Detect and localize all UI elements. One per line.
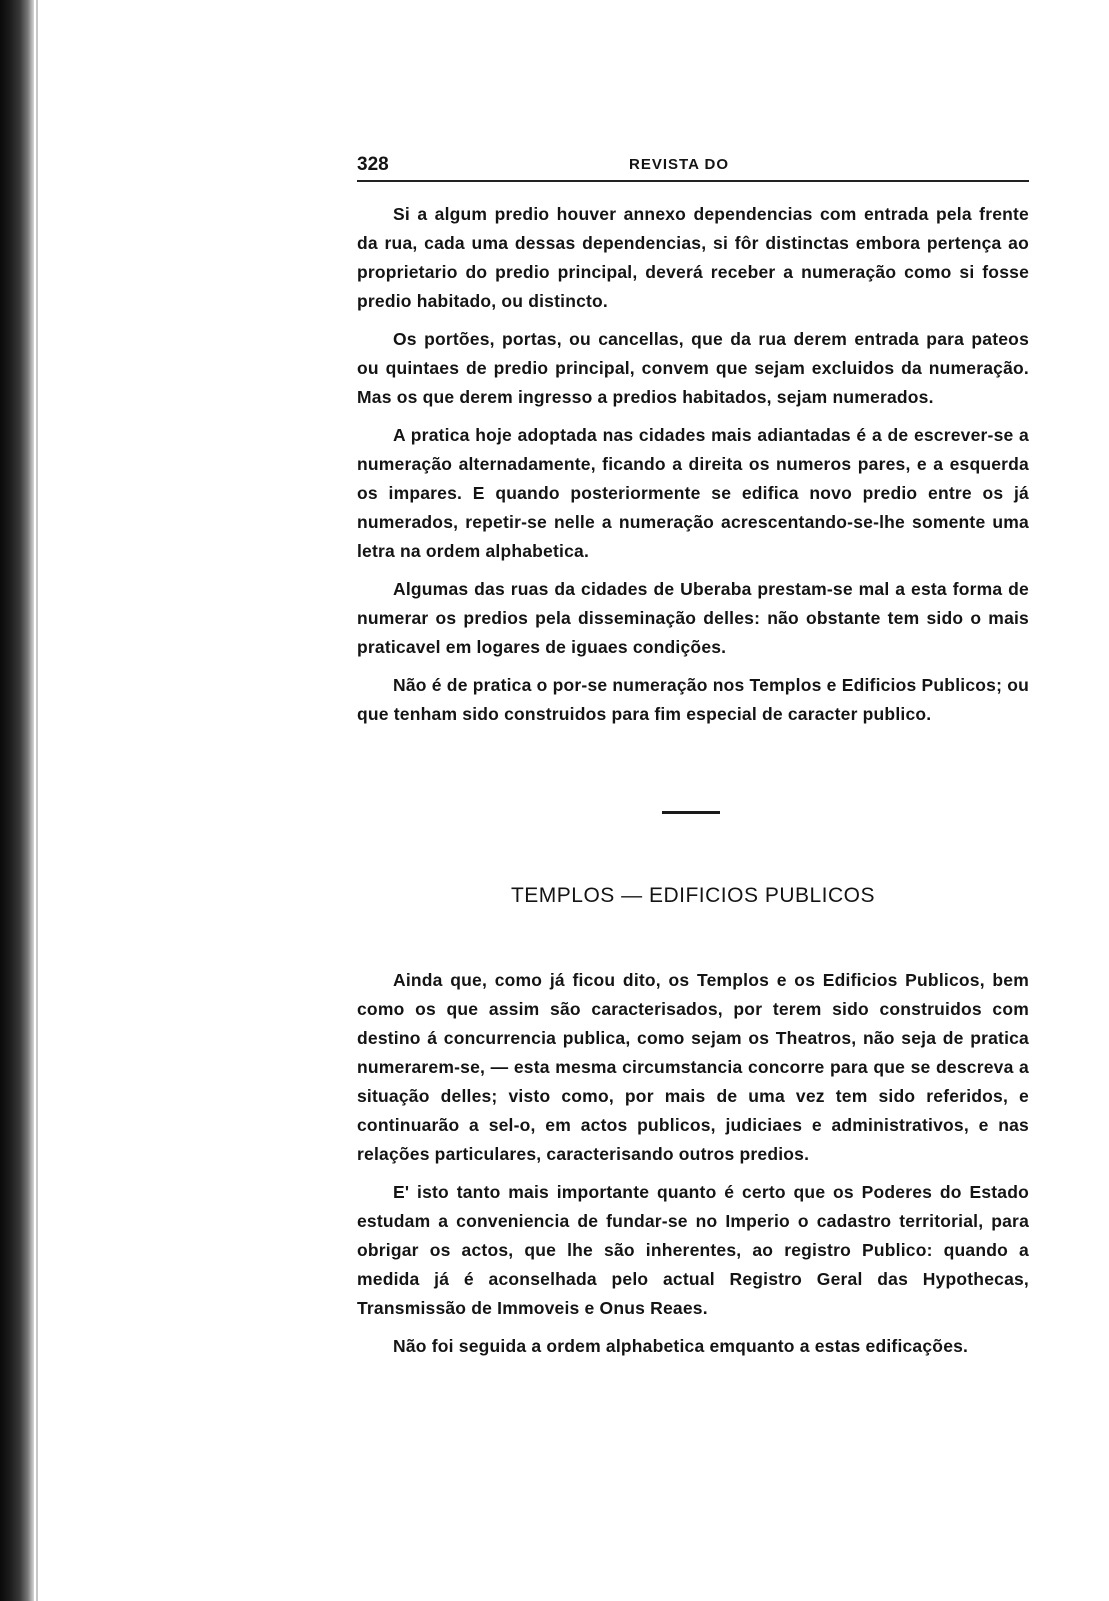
paragraph: Não foi seguida a ordem alphabetica emquanto a estas edificações. — [393, 1336, 969, 1356]
paragraph: Os portões, portas, ou cancellas, que da rua derem entrada para pateos ou quintaes de predio principal, convem que sejam excluidos da numeração. Mas os que derem ingresso a predios habitados, sejam numerados. — [357, 329, 1029, 407]
section-heading: TEMPLOS — EDIFICIOS PUBLICOS — [510, 884, 876, 907]
page-number: 328 — [357, 154, 389, 175]
section-separator-rule — [662, 811, 720, 814]
paragraph: E' isto tanto mais importante quanto é certo que os Poderes do Estado estudam a conveniencia de fundar-se no Imperio o cadastro territorial, para obrigar os actos, que lhe são inherentes, ao registro Publico: quando a medida já é aconselhada pelo actual Registro Geral das Hypothecas, Transmissão de Immoveis e Onus Reaes. — [357, 1182, 1029, 1318]
book-binding-edge — [0, 0, 34, 1601]
body-text-section — [357, 966, 1029, 1361]
printed-page — [357, 150, 1029, 1510]
binding-shadow-line — [36, 0, 38, 1601]
body-text-top — [357, 200, 1029, 729]
paragraph: Algumas das ruas da cidades de Uberaba prestam-se mal a esta forma de numerar os predios pela disseminação delles: não obstante tem sido o mais praticavel em logares de iguaes condições. — [357, 579, 1029, 657]
paragraph: Não é de pratica o por-se numeração nos Templos e Edificios Publicos; ou que tenham sido construidos para fim especial de caracter publico. — [357, 675, 1029, 724]
journal-title: REVISTA DO — [629, 156, 730, 173]
paragraph: Ainda que, como já ficou dito, os Templos e os Edificios Publicos, bem como os que assim são caracterisados, por terem sido construidos com destino á concurrencia publica, como sejam os Theatros, não seja de pratica numerarem-se, — esta mesma circumstancia concorre para que se descreva a situação delles; visto como, por mais de uma vez tem sido referidos, e continuarão a sel-o, em actos publicos, judiciaes e administrativos, e nas relações particulares, caracterisando outros predios. — [357, 970, 1029, 1164]
paragraph: Si a algum predio houver annexo dependencias com entrada pela frente da rua, cada uma dessas dependencias, si fôr distinctas embora pertença ao proprietario do predio principal, deverá receber a numeração como si fosse predio habitado, ou distincto. — [357, 204, 1029, 311]
running-header — [357, 150, 1029, 182]
paragraph: A pratica hoje adoptada nas cidades mais adiantadas é a de escrever-se a numeração alternadamente, ficando a direita os numeros pares, e a esquerda os impares. E quando posteriormente se edifica novo predio entre os já numerados, repetir-se nelle a numeração acrescentando-se-lhe somente uma letra na ordem alphabetica. — [357, 425, 1029, 561]
